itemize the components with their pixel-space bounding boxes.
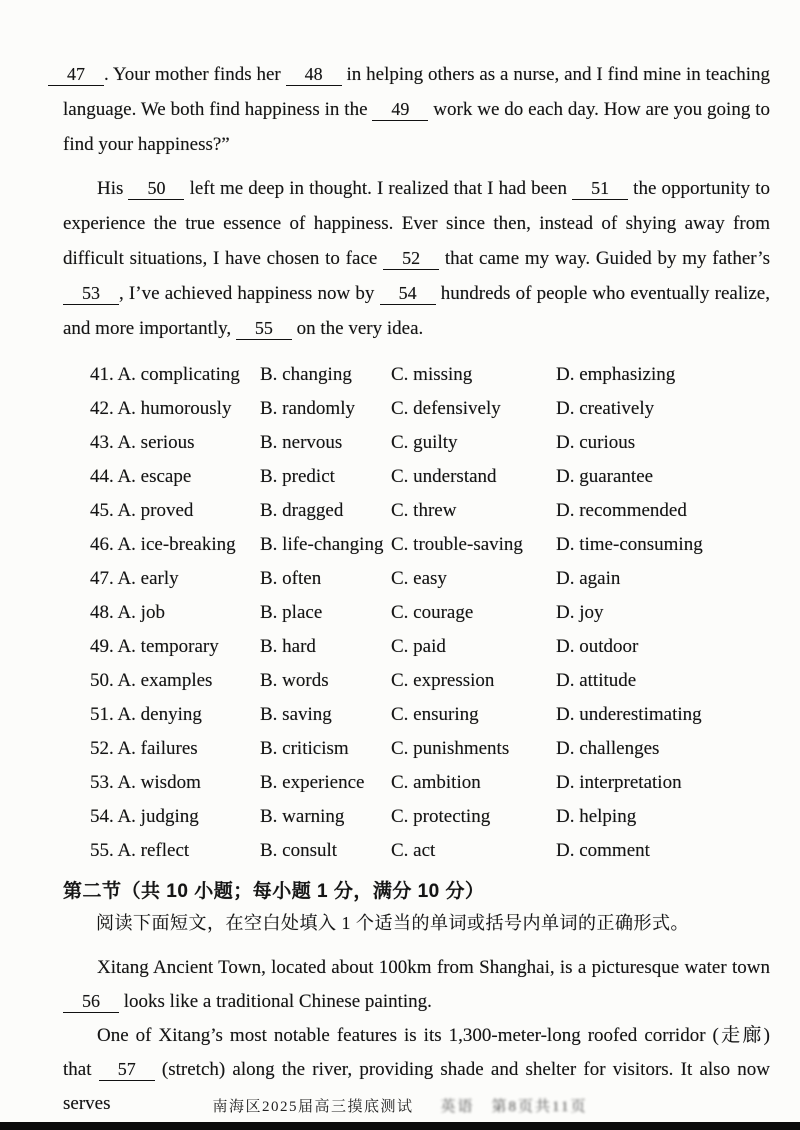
option-cell-d: D. emphasizing xyxy=(556,364,676,385)
option-cell-b: B. dragged xyxy=(260,500,344,521)
option-row xyxy=(90,528,770,562)
option-row xyxy=(90,698,770,732)
option-cell-b: B. saving xyxy=(260,704,332,725)
option-cell-a: 49. A. temporary xyxy=(90,636,219,657)
option-cell-d: D. creatively xyxy=(556,398,655,419)
option-cell-a: 51. A. denying xyxy=(90,704,202,725)
cloze-paragraph-1: 47 . Your mother finds her 48 in helping others as a nurse, and I find mine in teaching language. We both find happiness in the 49 work we do each day. How are you going to find your happiness?” xyxy=(63,57,770,162)
option-cell-d: D. helping xyxy=(556,806,637,827)
option-cell-c: C. paid xyxy=(391,636,446,657)
option-row xyxy=(90,562,770,596)
option-cell-c: C. guilty xyxy=(391,432,458,453)
blank-49: 49 xyxy=(372,98,428,121)
blank-54: 54 xyxy=(380,282,436,305)
option-cell-d: D. again xyxy=(556,568,621,589)
option-cell-c: C. easy xyxy=(391,568,447,589)
option-cell-d: D. outdoor xyxy=(556,636,639,657)
option-cell-a: 50. A. examples xyxy=(90,670,213,691)
blank-55: 55 xyxy=(236,317,292,340)
option-cell-d: D. recommended xyxy=(556,500,687,521)
option-cell-b: B. place xyxy=(260,602,323,623)
option-cell-d: D. guarantee xyxy=(556,466,654,487)
options-grid xyxy=(90,358,770,868)
option-cell-a: 55. A. reflect xyxy=(90,840,190,861)
footer-subject-page: 英语 第8页共11页 xyxy=(440,1099,588,1115)
option-row xyxy=(90,834,770,868)
option-cell-d: D. joy xyxy=(556,602,604,623)
option-cell-b: B. consult xyxy=(260,840,338,861)
option-cell-c: C. protecting xyxy=(391,806,491,827)
option-cell-c: C. missing xyxy=(391,364,473,385)
blank-56: 56 xyxy=(63,990,119,1013)
option-cell-b: B. criticism xyxy=(260,738,349,759)
option-cell-a: 52. A. failures xyxy=(90,738,198,759)
option-cell-b: B. nervous xyxy=(260,432,343,453)
option-cell-b: B. predict xyxy=(260,466,335,487)
section-2-heading: 第二节（共 10 小题；每小题 1 分，满分 10 分） xyxy=(63,881,485,902)
option-cell-d: D. time-consuming xyxy=(556,534,703,555)
option-cell-a: 54. A. judging xyxy=(90,806,199,827)
option-cell-d: D. attitude xyxy=(556,670,637,691)
blank-57: 57 xyxy=(99,1058,155,1081)
option-row xyxy=(90,426,770,460)
exam-page xyxy=(63,57,770,1121)
option-row xyxy=(90,664,770,698)
option-cell-c: C. expression xyxy=(391,670,495,691)
blank-48: 48 xyxy=(286,63,342,86)
scan-edge-band xyxy=(0,1122,800,1130)
option-row xyxy=(90,596,770,630)
section-2-instruction: 阅读下面短文，在空白处填入 1 个适当的单词或括号内单词的正确形式。 xyxy=(96,913,689,933)
option-row xyxy=(90,766,770,800)
option-row xyxy=(90,494,770,528)
option-cell-d: D. comment xyxy=(556,840,650,861)
option-cell-a: 45. A. proved xyxy=(90,500,194,521)
option-cell-a: 41. A. complicating xyxy=(90,364,240,385)
footer-exam-title: 南海区2025届高三摸底测试 xyxy=(212,1099,414,1115)
blank-47: 47 xyxy=(48,63,104,86)
option-row xyxy=(90,630,770,664)
option-cell-b: B. life-changing xyxy=(260,534,384,555)
cloze-paragraph-2: His 50 left me deep in thought. I realized that I had been 51 the opportunity to experience the true essence of happiness. Ever since then, instead of shying away from difficult situations, I have chosen to face 52 that came my way. Guided by my father’s 53 , I’ve achieved happiness now by 54 hundreds of people who eventually realize, and more importantly, 55 on the very idea. xyxy=(63,178,770,339)
blank-52: 52 xyxy=(383,247,439,270)
blank-51: 51 xyxy=(572,177,628,200)
option-cell-b: B. experience xyxy=(260,772,365,793)
option-cell-c: C. punishments xyxy=(391,738,510,759)
option-cell-c: C. trouble-saving xyxy=(391,534,523,555)
option-cell-b: B. warning xyxy=(260,806,345,827)
option-cell-c: C. courage xyxy=(391,602,474,623)
option-cell-d: D. interpretation xyxy=(556,772,682,793)
option-cell-b: B. hard xyxy=(260,636,316,657)
option-row xyxy=(90,732,770,766)
blank-53: 53 xyxy=(63,282,119,305)
page-footer xyxy=(0,1095,800,1116)
option-cell-c: C. understand xyxy=(391,466,497,487)
option-cell-b: B. often xyxy=(260,568,322,589)
option-cell-c: C. ensuring xyxy=(391,704,479,725)
option-cell-a: 42. A. humorously xyxy=(90,398,232,419)
option-row xyxy=(90,800,770,834)
option-cell-c: C. act xyxy=(391,840,436,861)
option-cell-a: 53. A. wisdom xyxy=(90,772,201,793)
option-cell-a: 47. A. early xyxy=(90,568,179,589)
option-cell-b: B. changing xyxy=(260,364,352,385)
option-cell-a: 48. A. job xyxy=(90,602,165,623)
option-cell-b: B. words xyxy=(260,670,329,691)
option-cell-a: 46. A. ice-breaking xyxy=(90,534,236,555)
option-cell-c: C. ambition xyxy=(391,772,481,793)
blank-50: 50 xyxy=(128,177,184,200)
option-cell-d: D. curious xyxy=(556,432,636,453)
option-cell-c: C. defensively xyxy=(391,398,501,419)
option-cell-c: C. threw xyxy=(391,500,457,521)
option-cell-d: D. underestimating xyxy=(556,704,702,725)
gapfill-paragraph-2: One of Xitang’s most notable features is its 1,300-meter-long roofed corridor (走廊) that 57 (stretch) along the river, providing shade and shelter for visitors. It also now serves xyxy=(63,1025,770,1114)
option-cell-a: 43. A. serious xyxy=(90,432,195,453)
option-cell-d: D. challenges xyxy=(556,738,660,759)
gapfill-paragraph-1: Xitang Ancient Town, located about 100km from Shanghai, is a picturesque water town 56 looks like a traditional Chinese painting. xyxy=(63,951,770,1019)
option-cell-a: 44. A. escape xyxy=(90,466,192,487)
option-cell-b: B. randomly xyxy=(260,398,355,419)
option-row xyxy=(90,392,770,426)
option-row xyxy=(90,460,770,494)
option-row xyxy=(90,358,770,392)
